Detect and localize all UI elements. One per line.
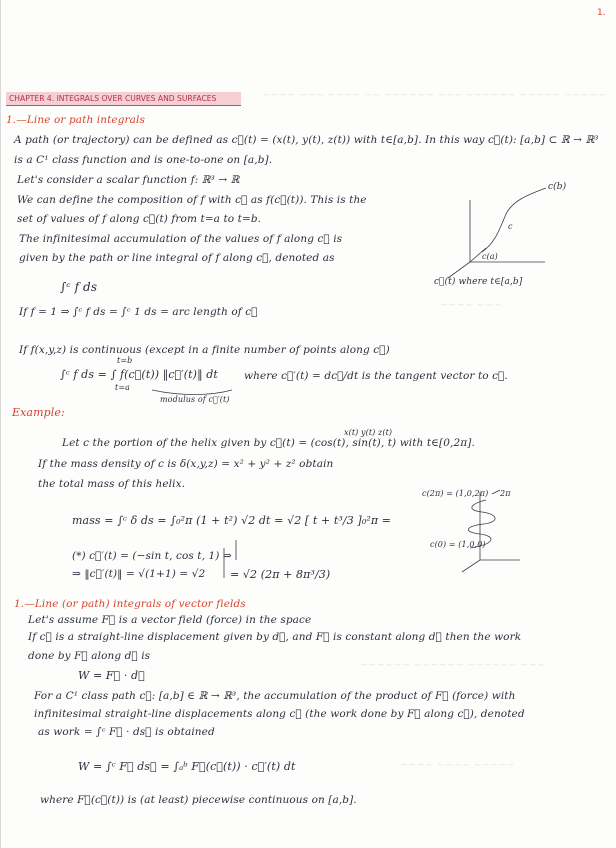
bleed-through-text: ~~~~ ~~~ ~~~~ ~~ ~~~~~~ ~~~ ~~~~~~ ~~~~~ ~~~~~ xyxy=(262,90,606,101)
work-simple: W = F⃗ · d⃗ xyxy=(78,669,145,682)
example-line: If the mass density of c is δ(x,y,z) = x² + y² + z² obtain xyxy=(38,458,334,470)
x-axis-line xyxy=(448,262,470,278)
section1-line: A path (or trajectory) can be defined as c⃗(t) = (x(t), y(t), z(t)) with t∈[a,b]. In this way c⃗(t): [a,b] ⊂ ℝ → ℝ³ xyxy=(14,134,599,146)
chapter-title: CHAPTER 4. INTEGRALS OVER CURVES AND SURFACES xyxy=(6,92,241,106)
example-line: Let c the portion of the helix given by c⃗(t) = (cos(t), sin(t), t) with t∈[0,2π]. xyxy=(62,437,475,449)
section1-line: is a C¹ class function and is one-to-one on [a,b]. xyxy=(14,154,273,166)
mass-result: = √2 (2π + 8π³/3) xyxy=(230,568,331,581)
work-definition: as work = ∫ᶜ F⃗ · ds⃗ is obtained xyxy=(38,726,215,738)
section2-line: If c⃗ is a straight-line displacement given by d⃗, and F⃗ is constant along d⃗ then the work xyxy=(28,631,522,643)
helix-x-axis xyxy=(462,560,480,572)
section1-line: given by the path or line integral of f along c⃗, denoted as xyxy=(19,252,335,264)
section2-line: For a C¹ class path c⃗: [a,b] ∈ ℝ → ℝ³, the accumulation of the product of F⃗ (force) with xyxy=(34,690,516,702)
limit-upper: t=b xyxy=(117,356,133,365)
example-heading: Example: xyxy=(12,406,65,419)
section1-line: set of values of f along c⃗(t) from t=a to t=b. xyxy=(17,213,262,225)
helix-diagram xyxy=(462,490,520,572)
bleed-through-text: ~~~~ ~~~ xyxy=(440,300,502,311)
mass-equation: mass = ∫ᶜ δ ds = ∫₀²π (1 + t²) √2 dt = √2 [ t + t³/3 ]₀²π = xyxy=(72,514,392,527)
derivative-line: (*) c⃗′(t) = (−sin t, cos t, 1) ⇒ xyxy=(72,550,232,562)
helix-top-pointer xyxy=(492,490,500,494)
modulus-label: modulus of c⃗′(t) xyxy=(160,395,230,404)
helix-top-label: c(2π) = (1,0,2π) xyxy=(422,489,489,498)
tangent-vector-note: where c⃗′(t) = dc⃗/dt is the tangent vector to c⃗. xyxy=(244,370,508,382)
arc-length-note: If f = 1 ⇒ ∫ᶜ f ds = ∫ᶜ 1 ds = arc length of c⃗ xyxy=(19,306,258,318)
helix-axis-label: 2π xyxy=(500,489,511,498)
path-diagram xyxy=(448,188,546,278)
section2-line: Let's assume F⃗ is a vector field (force) in the space xyxy=(28,614,312,626)
section1-line: Let's consider a scalar function f: ℝ³ → ℝ xyxy=(17,174,240,186)
section1-heading: 1.—Line or path integrals xyxy=(6,114,145,126)
modulus-brace xyxy=(152,390,232,395)
continuity-note: If f(x,y,z) is continuous (except in a finite number of points along c⃗) xyxy=(19,344,390,356)
helix-curve xyxy=(468,500,495,548)
section1-line: The infinitesimal accumulation of the values of f along c⃗ is xyxy=(19,233,343,245)
limit-lower: t=a xyxy=(115,383,130,392)
section2-line: infinitesimal straight-line displacements along c⃗ (the work done by F⃗ along c⃗), denoted xyxy=(34,708,525,720)
piecewise-note: where F⃗(c⃗(t)) is (at least) piecewise continuous on [a,b]. xyxy=(40,794,357,806)
component-labels: x(t) y(t) z(t) xyxy=(344,428,393,437)
section2-heading: 1.—Line (or path) integrals of vector fields xyxy=(14,598,246,610)
integral-definition: ∫ᶜ f ds xyxy=(60,280,98,294)
label-c-a: c(a) xyxy=(482,252,498,261)
diagram1-caption: c⃗(t) where t∈[a,b] xyxy=(434,277,523,287)
derivative-line: ⇒ ‖c⃗′(t)‖ = √(1+1) = √2 xyxy=(72,568,206,580)
page-number: 1. xyxy=(597,8,606,18)
bleed-through-text: ~~~~~~ ~~~~~~ ~~~~~~ ~~~ xyxy=(360,660,546,671)
work-formula: W = ∫ᶜ F⃗ ds⃗ = ∫ₐᵇ F⃗(c⃗(t)) · c⃗′(t) dt xyxy=(78,760,296,773)
label-c-b: c(b) xyxy=(548,182,567,192)
bleed-through-text: ~~~~ ~~~~ ~~~~~ xyxy=(400,760,516,771)
annotation-lines xyxy=(152,390,236,578)
helix-bottom-label: c(0) = (1,0,0) xyxy=(430,540,486,549)
section2-line: done by F⃗ along d⃗ is xyxy=(28,650,151,662)
curve-path xyxy=(482,188,546,252)
section1-line: We can define the composition of f with c⃗ as f(c⃗(t)). This is the xyxy=(17,194,367,206)
example-line: the total mass of this helix. xyxy=(38,478,186,490)
position-vector xyxy=(470,248,486,262)
line-integral-formula: ∫ᶜ f ds = ∫ f(c⃗(t)) ‖c⃗′(t)‖ dt xyxy=(60,368,218,381)
label-c: c xyxy=(508,222,513,231)
